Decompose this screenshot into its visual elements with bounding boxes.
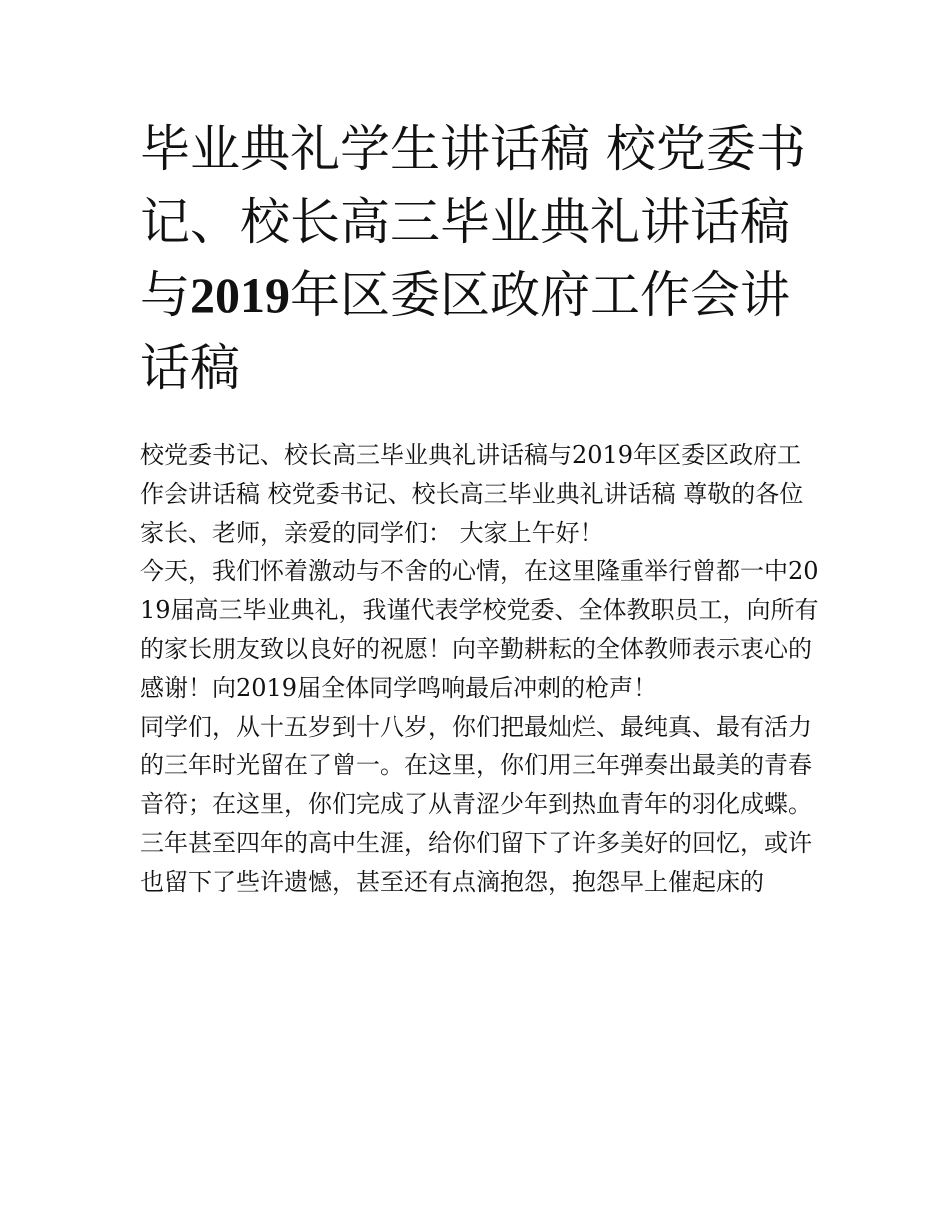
title-text-part1: 毕业典礼学生讲话稿 校党委书记、校长高三毕业典礼讲话稿与: [140, 120, 806, 324]
title-text-part2: 年区委区政府工作会讲话稿: [140, 266, 790, 397]
title-year: 2019: [190, 267, 290, 323]
body-paragraph-4: 三年甚至四年的高中生涯，给你们留下了许多美好的回忆，或许也留下了些许遗憾，甚至还有点滴抱怨，抱怨早上催起床的: [140, 828, 812, 896]
document-body: [140, 436, 820, 902]
body-paragraph-1: 校党委书记、校长高三毕业典礼讲话稿与2019年区委区政府工作会讲话稿 校党委书记、校长高三毕业典礼讲话稿 尊敬的各位家长、老师，亲爱的同学们： 大家上午好！: [140, 441, 804, 547]
body-paragraph-3: 同学们，从十五岁到十八岁，你们把最灿烂、最纯真、最有活力的三年时光留在了曾一。在这里，你们用三年弹奏出最美的青春音符；在这里，你们完成了从青涩少年到热血青年的羽化成蝶。: [140, 712, 812, 819]
body-paragraph-2: 今天，我们怀着激动与不舍的心情，在这里隆重举行曾都一中2019届高三毕业典礼，我谨代表学校党委、全体教职员工，向所有的家长朋友致以良好的祝愿！向辛勤耕耘的全体教师表示衷心的感谢！向2019届全体同学鸣响最后冲刺的枪声！: [140, 557, 819, 702]
document-title: [140, 113, 820, 405]
